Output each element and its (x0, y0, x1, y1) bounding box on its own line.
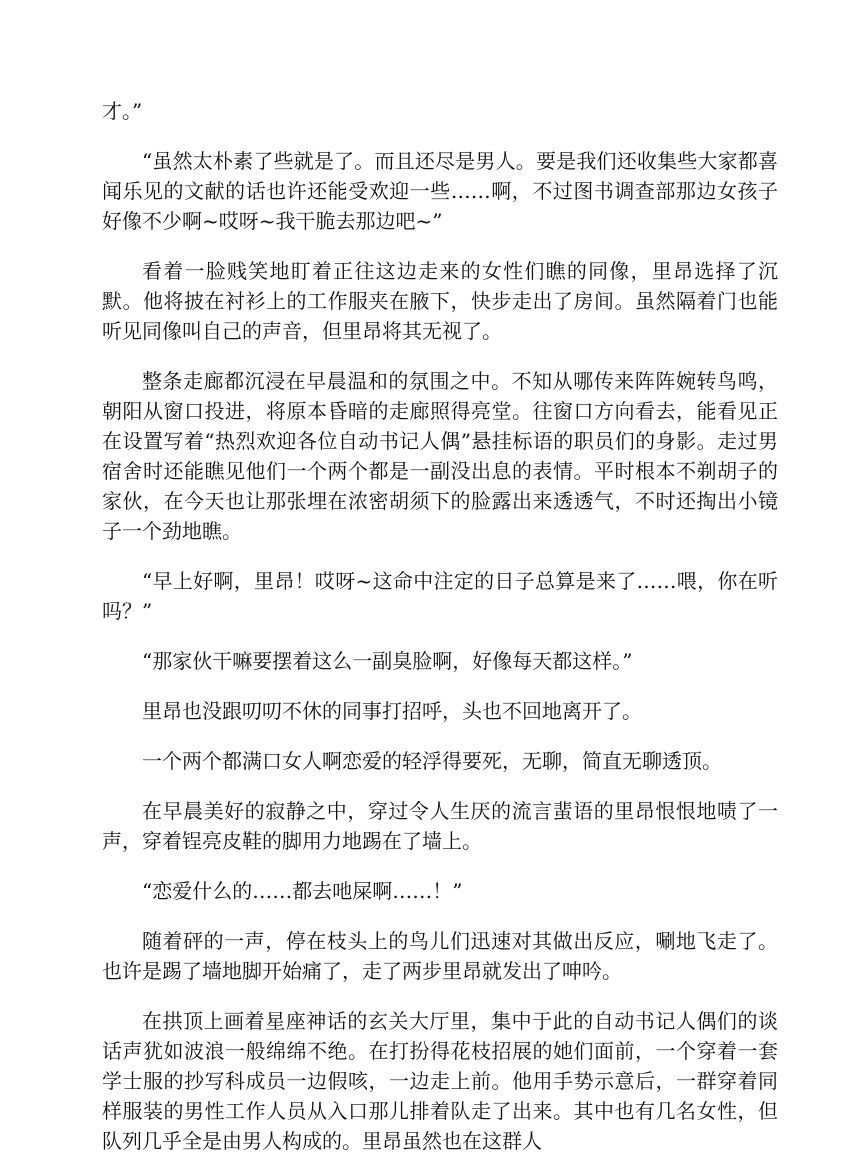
paragraph-dialogue-coworker: “虽然太朴素了些就是了。而且还尽是男人。要是我们还收集些大家都喜闻乐见的文献的话也许还能受欢迎一些……啊，不过图书调查部那边女孩子好像不少啊~哎呀~我干脆去那边吧~” (102, 149, 778, 233)
body-text (102, 96, 778, 1176)
paragraph-kick: 在早晨美好的寂静之中，穿过令人生厌的流言蜚语的里昂恨恨地啧了一声，穿着锃亮皮鞋的脚用力地踢在了墙上。 (102, 799, 778, 853)
paragraph-hall: 在拱顶上画着星座神话的玄关大厅里，集中于此的自动书记人偶们的谈话声犹如波浪一般绵绵不绝。在打扮得花枝招展的她们面前，一个穿着一套学士服的抄写科成员一边假咳，一边走上前。他用手势示意后，一群穿着同样服装的男性工作人员从入口那儿排着队走了出来。其中也有几名女性，但队列几乎全是由男人构成的。里昂虽然也在这群人 (102, 1009, 778, 1153)
paragraph-leon-leaves: 看着一脸贱笑地盯着正往这边走来的女性们瞧的同像，里昂选择了沉默。他将披在衬衫上的工作服夹在腋下，快步走出了房间。虽然隔着门也能听见同像叫自己的声音，但里昂将其无视了。 (102, 259, 778, 343)
paragraph-shout: “恋爱什么的……都去吔屎啊……！” (142, 879, 463, 903)
paragraph-greeting: “早上好啊，里昂！哎呀~这命中注定的日子总算是来了……喂，你在听吗？” (102, 569, 778, 623)
paragraph-corridor: 整条走廊都沉浸在早晨温和的氛围之中。不知从哪传来阵阵婉转鸟鸣，朝阳从窗口投进，将原本昏暗的走廊照得亮堂。往窗口方向看去，能看见正在设置写着“热烈欢迎各位自动书记人偶”悬挂标语的职员们的身影。走过男宿舍时还能瞧见他们一个两个都是一副没出息的表情。平时根本不剃胡子的家伙，在今天也让那张埋在浓密胡须下的脸露出来透透气，不时还掏出小镜子一个劲地瞧。 (102, 369, 778, 543)
paragraph-remark: “那家伙干嘛要摆着这么一副臭脸啊，好像每天都这样。” (142, 649, 633, 673)
paragraph-thought: 一个两个都满口女人啊恋爱的轻浮得要死，无聊，简直无聊透顶。 (142, 749, 722, 773)
paragraph-continued: 才。” (102, 99, 143, 123)
paragraph-birds: 随着砰的一声，停在枝头上的鸟儿们迅速对其做出反应，唰地飞走了。也许是踢了墙地脚开始痛了，走了两步里昂就发出了呻吟。 (102, 929, 778, 983)
paragraph-ignores: 里昂也没跟叨叨不休的同事打招呼，头也不回地离开了。 (142, 699, 642, 723)
